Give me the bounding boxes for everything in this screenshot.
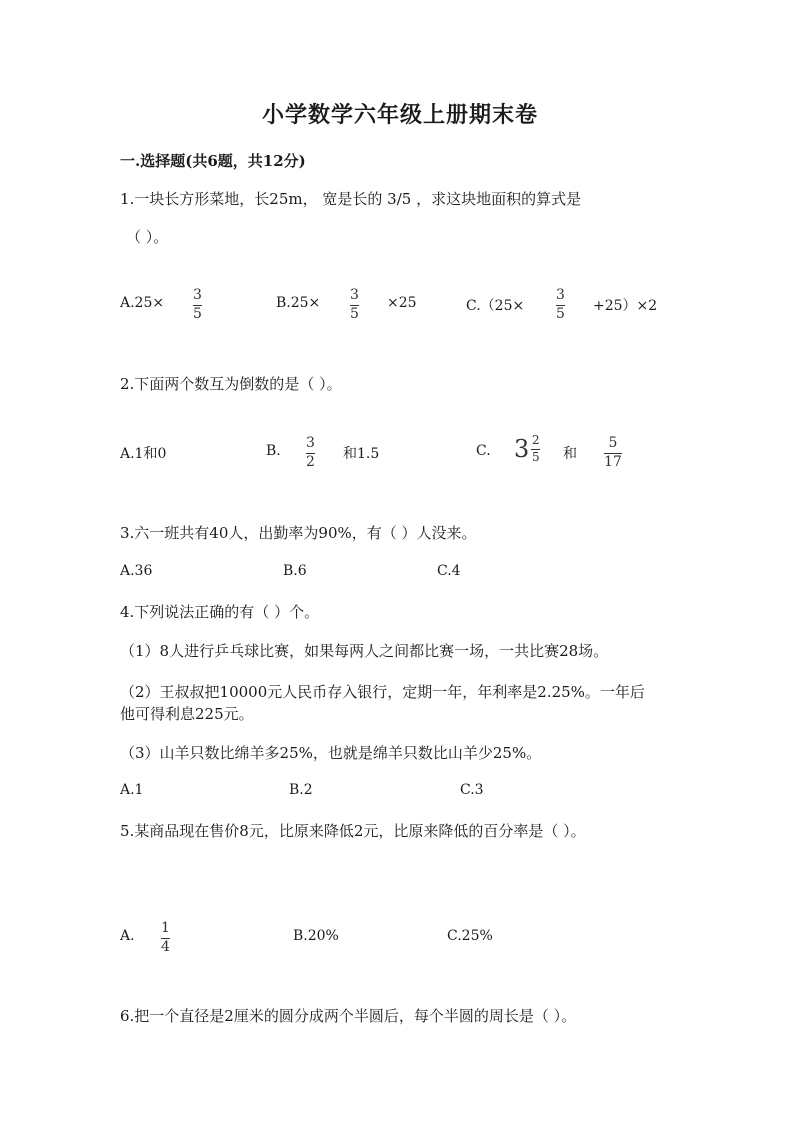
q3-option-c: C.4 bbox=[437, 563, 461, 579]
q5-option-a-label: A. bbox=[120, 928, 135, 944]
q1-option-c-fraction bbox=[556, 288, 565, 321]
fraction-numerator: 2 bbox=[531, 433, 540, 447]
q3-option-b: B.6 bbox=[283, 563, 307, 579]
q2-option-b-tail: 和1.5 bbox=[343, 446, 380, 462]
q4-statement-1: （1）8人进行乒乓球比赛，如果每两人之间都比赛一场，一共比赛28场。 bbox=[120, 642, 609, 660]
fraction-numerator: 3 bbox=[306, 435, 315, 451]
fraction-numerator: 3 bbox=[350, 287, 359, 303]
q3-option-a: A.36 bbox=[120, 563, 153, 579]
question-3-text: 3.六一班共有40人，出勤率为90%，有（ ）人没来。 bbox=[120, 524, 477, 542]
q1-option-c-label: C.（25× bbox=[466, 298, 525, 314]
q4-option-c: C.3 bbox=[460, 782, 484, 798]
mixed-whole: 3 bbox=[514, 434, 530, 463]
fraction-denominator: 5 bbox=[556, 305, 565, 322]
fraction-denominator: 17 bbox=[604, 453, 622, 470]
q2-option-a: A.1和0 bbox=[120, 446, 167, 462]
q5-option-c: C.25% bbox=[447, 928, 493, 944]
fraction-denominator: 5 bbox=[193, 305, 202, 322]
q2-option-c-label: C. bbox=[476, 443, 491, 459]
q1-option-b-fraction bbox=[350, 288, 359, 321]
q5-option-b: B.20% bbox=[293, 928, 339, 944]
question-6-text: 6.把一个直径是2厘米的圆分成两个半圆后，每个半圆的周长是（ ）。 bbox=[120, 1007, 577, 1025]
q2-option-b-fraction bbox=[306, 436, 315, 469]
q4-statement-2-line-1: （2）王叔叔把10000元人民币存入银行，定期一年，年利率是2.25%。一年后 bbox=[120, 683, 645, 701]
q1-option-b-tail: ×25 bbox=[387, 295, 417, 311]
q1-option-c bbox=[466, 295, 524, 315]
q1-option-b bbox=[276, 295, 320, 311]
fraction-numerator: 3 bbox=[193, 287, 202, 303]
fraction-denominator: 2 bbox=[306, 453, 315, 470]
q2-option-c-fraction bbox=[604, 436, 622, 469]
q4-option-b: B.2 bbox=[289, 782, 313, 798]
q4-option-a: A.1 bbox=[120, 782, 144, 798]
q1-option-c-tail: +25）×2 bbox=[593, 298, 658, 314]
q1-option-a bbox=[120, 295, 164, 311]
question-5-text: 5.某商品现在售价8元，比原来降低2元，比原来降低的百分率是（ ）。 bbox=[120, 822, 586, 840]
question-1-blank: （ ）。 bbox=[126, 228, 169, 246]
fraction-numerator: 1 bbox=[161, 920, 170, 936]
q1-option-b-label: B.25× bbox=[276, 295, 321, 311]
q2-option-c-mixed-number bbox=[514, 434, 540, 463]
page-title: 小学数学六年级上册期末卷 bbox=[261, 102, 538, 128]
question-1-text: 1.一块长方形菜地，长25m， 宽是长的 3/5 ，求这块地面积的算式是 bbox=[120, 190, 582, 208]
q4-statement-3: （3）山羊只数比绵羊多25%，也就是绵羊只数比山羊少25%。 bbox=[120, 744, 542, 762]
fraction-numerator: 3 bbox=[556, 287, 565, 303]
fraction-denominator: 5 bbox=[531, 449, 540, 464]
section-heading: 一.选择题(共6题，共12分) bbox=[120, 152, 306, 170]
question-2-text: 2.下面两个数互为倒数的是（ ）。 bbox=[120, 375, 342, 393]
fraction-denominator: 4 bbox=[161, 938, 170, 955]
question-4-text: 4.下列说法正确的有（ ）个。 bbox=[120, 603, 320, 621]
fraction-denominator: 5 bbox=[350, 305, 359, 322]
q1-option-a-label: A.25× bbox=[120, 295, 165, 311]
q1-option-a-fraction bbox=[193, 288, 202, 321]
q4-statement-2-line-2: 他可得利息225元。 bbox=[120, 705, 254, 723]
fraction-numerator: 5 bbox=[608, 435, 618, 451]
q2-option-c-and: 和 bbox=[563, 446, 577, 462]
q5-option-a-fraction bbox=[161, 921, 170, 954]
q2-option-b-label: B. bbox=[266, 443, 281, 459]
